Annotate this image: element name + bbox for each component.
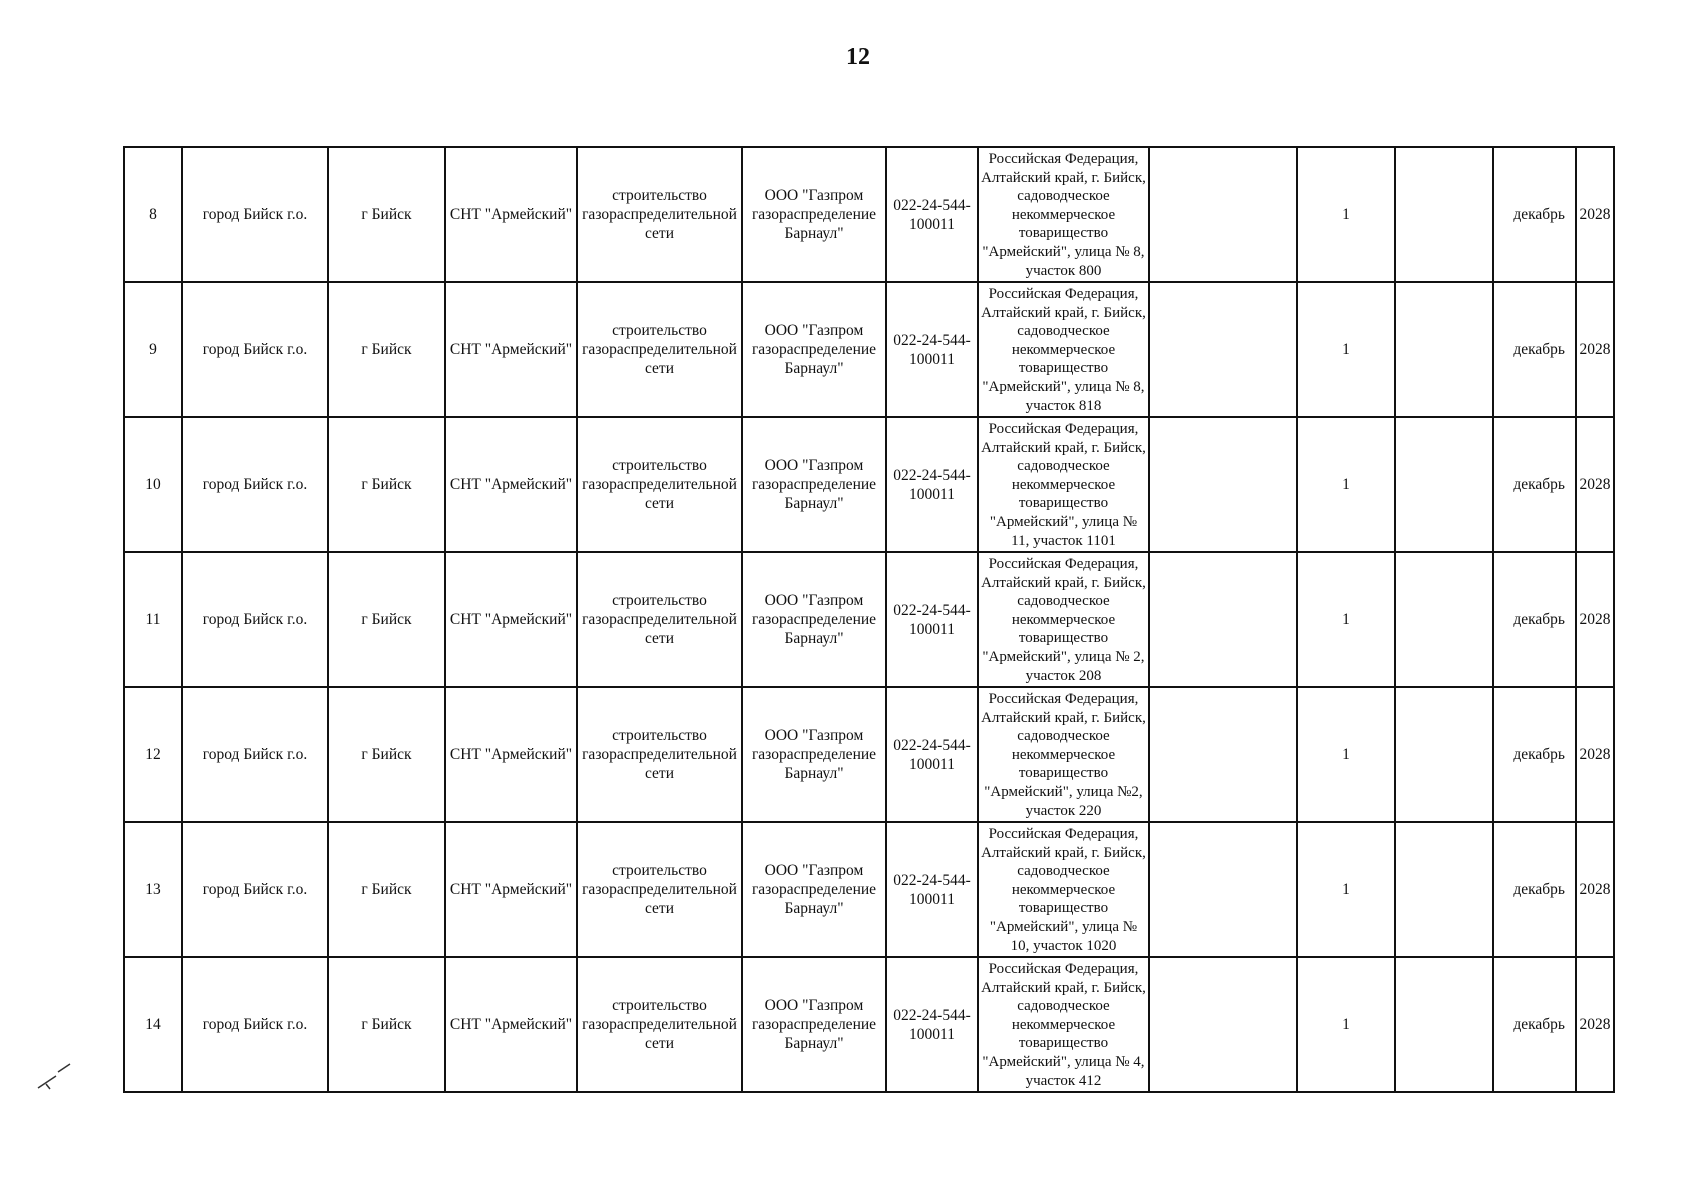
cell-code: 022-24-544-100011 xyxy=(886,687,978,822)
margin-mark xyxy=(36,1062,76,1092)
cell-empty xyxy=(1149,552,1297,687)
cell-year: 2028 xyxy=(1576,687,1614,822)
gasification-register-table xyxy=(123,146,1615,1093)
cell-year: 2028 xyxy=(1576,417,1614,552)
table-body xyxy=(124,147,1614,1092)
cell-operator: ООО "Газпром газораспределение Барнаул" xyxy=(742,552,886,687)
cell-operator: ООО "Газпром газораспределение Барнаул" xyxy=(742,282,886,417)
page-number: 12 xyxy=(846,44,870,70)
cell-work-type: строительство газораспределительной сети xyxy=(577,147,742,282)
cell-code: 022-24-544-100011 xyxy=(886,282,978,417)
cell-address: Российская Федерация, Алтайский край, г. Бийск, садоводческое некоммерческое товарищество "Армейский", улица № 4, участок 412 xyxy=(978,957,1149,1092)
cell-empty xyxy=(1395,822,1493,957)
table-row xyxy=(124,957,1614,1092)
cell-row-number: 12 xyxy=(124,687,182,822)
cell-address: Российская Федерация, Алтайский край, г. Бийск, садоводческое некоммерческое товарищество "Армейский", улица № 2, участок 208 xyxy=(978,552,1149,687)
cell-empty xyxy=(1149,147,1297,282)
cell-year: 2028 xyxy=(1576,957,1614,1092)
cell-month: декабрь xyxy=(1493,552,1576,687)
table-row xyxy=(124,822,1614,957)
cell-quantity: 1 xyxy=(1297,822,1395,957)
cell-work-type: строительство газораспределительной сети xyxy=(577,417,742,552)
cell-settlement: г Бийск xyxy=(328,552,445,687)
cell-object: СНТ "Армейский" xyxy=(445,147,577,282)
cell-code: 022-24-544-100011 xyxy=(886,552,978,687)
cell-settlement: г Бийск xyxy=(328,822,445,957)
cell-work-type: строительство газораспределительной сети xyxy=(577,687,742,822)
cell-object: СНТ "Армейский" xyxy=(445,822,577,957)
cell-municipality: город Бийск г.о. xyxy=(182,957,328,1092)
cell-row-number: 9 xyxy=(124,282,182,417)
cell-municipality: город Бийск г.о. xyxy=(182,282,328,417)
cell-quantity: 1 xyxy=(1297,687,1395,822)
cell-operator: ООО "Газпром газораспределение Барнаул" xyxy=(742,822,886,957)
cell-empty xyxy=(1395,417,1493,552)
cell-quantity: 1 xyxy=(1297,417,1395,552)
cell-operator: ООО "Газпром газораспределение Барнаул" xyxy=(742,957,886,1092)
cell-address: Российская Федерация, Алтайский край, г. Бийск, садоводческое некоммерческое товарищество "Армейский", улица № 10, участок 1020 xyxy=(978,822,1149,957)
cell-municipality: город Бийск г.о. xyxy=(182,552,328,687)
cell-work-type: строительство газораспределительной сети xyxy=(577,957,742,1092)
cell-code: 022-24-544-100011 xyxy=(886,147,978,282)
table-row xyxy=(124,552,1614,687)
cell-empty xyxy=(1149,687,1297,822)
cell-work-type: строительство газораспределительной сети xyxy=(577,552,742,687)
cell-empty xyxy=(1395,552,1493,687)
cell-month: декабрь xyxy=(1493,822,1576,957)
cell-address: Российская Федерация, Алтайский край, г. Бийск, садоводческое некоммерческое товарищество "Армейский", улица №2, участок 220 xyxy=(978,687,1149,822)
cell-month: декабрь xyxy=(1493,417,1576,552)
cell-address: Российская Федерация, Алтайский край, г. Бийск, садоводческое некоммерческое товарищество "Армейский", улица № 8, участок 818 xyxy=(978,282,1149,417)
cell-month: декабрь xyxy=(1493,147,1576,282)
cell-quantity: 1 xyxy=(1297,957,1395,1092)
cell-empty xyxy=(1395,687,1493,822)
cell-settlement: г Бийск xyxy=(328,282,445,417)
cell-empty xyxy=(1149,417,1297,552)
table-row xyxy=(124,147,1614,282)
cell-row-number: 8 xyxy=(124,147,182,282)
cell-settlement: г Бийск xyxy=(328,957,445,1092)
cell-row-number: 10 xyxy=(124,417,182,552)
cell-code: 022-24-544-100011 xyxy=(886,957,978,1092)
cell-code: 022-24-544-100011 xyxy=(886,417,978,552)
cell-operator: ООО "Газпром газораспределение Барнаул" xyxy=(742,417,886,552)
cell-row-number: 13 xyxy=(124,822,182,957)
table-row xyxy=(124,417,1614,552)
cell-address: Российская Федерация, Алтайский край, г. Бийск, садоводческое некоммерческое товарищество "Армейский", улица № 8, участок 800 xyxy=(978,147,1149,282)
cell-row-number: 11 xyxy=(124,552,182,687)
table-row xyxy=(124,687,1614,822)
cell-empty xyxy=(1395,282,1493,417)
cell-quantity: 1 xyxy=(1297,147,1395,282)
cell-address: Российская Федерация, Алтайский край, г. Бийск, садоводческое некоммерческое товарищество "Армейский", улица № 11, участок 1101 xyxy=(978,417,1149,552)
cell-work-type: строительство газораспределительной сети xyxy=(577,282,742,417)
cell-object: СНТ "Армейский" xyxy=(445,687,577,822)
cell-empty xyxy=(1149,957,1297,1092)
cell-empty xyxy=(1395,147,1493,282)
cell-settlement: г Бийск xyxy=(328,687,445,822)
cell-work-type: строительство газораспределительной сети xyxy=(577,822,742,957)
cell-year: 2028 xyxy=(1576,147,1614,282)
cell-object: СНТ "Армейский" xyxy=(445,957,577,1092)
table-row xyxy=(124,282,1614,417)
cell-year: 2028 xyxy=(1576,282,1614,417)
cell-empty xyxy=(1395,957,1493,1092)
cell-operator: ООО "Газпром газораспределение Барнаул" xyxy=(742,687,886,822)
cell-quantity: 1 xyxy=(1297,552,1395,687)
cell-settlement: г Бийск xyxy=(328,147,445,282)
cell-row-number: 14 xyxy=(124,957,182,1092)
cell-year: 2028 xyxy=(1576,822,1614,957)
cell-empty xyxy=(1149,822,1297,957)
cell-object: СНТ "Армейский" xyxy=(445,552,577,687)
cell-settlement: г Бийск xyxy=(328,417,445,552)
cell-code: 022-24-544-100011 xyxy=(886,822,978,957)
cell-empty xyxy=(1149,282,1297,417)
cell-municipality: город Бийск г.о. xyxy=(182,417,328,552)
cell-object: СНТ "Армейский" xyxy=(445,282,577,417)
cell-municipality: город Бийск г.о. xyxy=(182,147,328,282)
cell-municipality: город Бийск г.о. xyxy=(182,687,328,822)
cell-object: СНТ "Армейский" xyxy=(445,417,577,552)
cell-quantity: 1 xyxy=(1297,282,1395,417)
cell-month: декабрь xyxy=(1493,282,1576,417)
cell-year: 2028 xyxy=(1576,552,1614,687)
cell-month: декабрь xyxy=(1493,957,1576,1092)
cell-month: декабрь xyxy=(1493,687,1576,822)
cell-municipality: город Бийск г.о. xyxy=(182,822,328,957)
cell-operator: ООО "Газпром газораспределение Барнаул" xyxy=(742,147,886,282)
